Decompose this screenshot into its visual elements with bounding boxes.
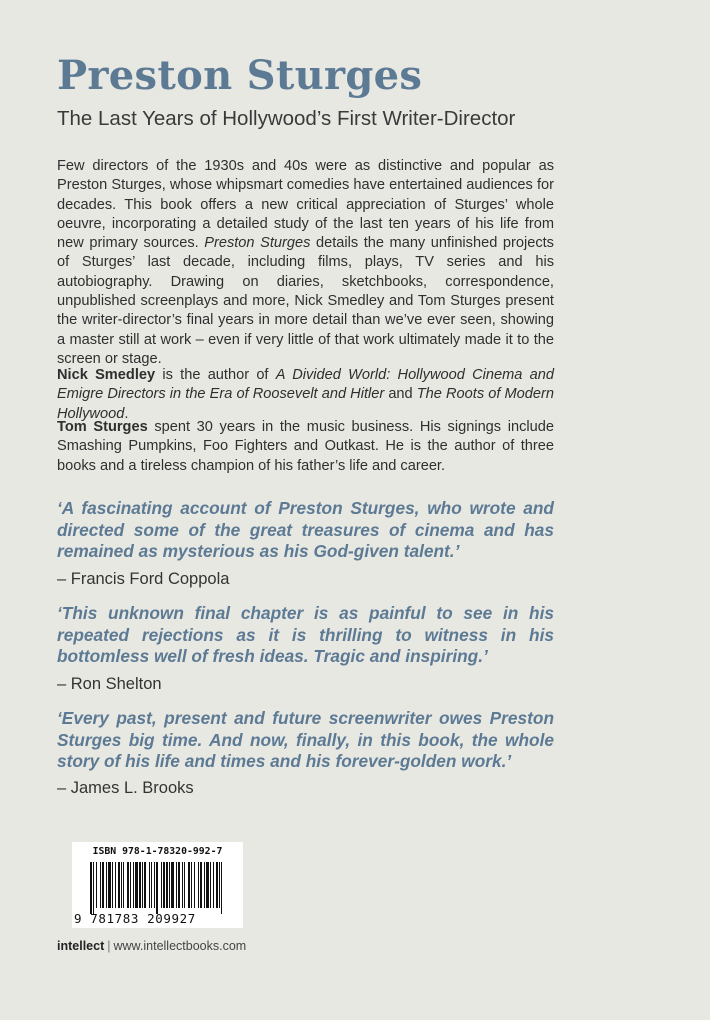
publisher-website[interactable]: www.intellectbooks.com [113, 939, 247, 953]
barcode-bar [219, 862, 220, 908]
bio-text: . [124, 405, 129, 422]
author-name: Tom Sturges [57, 419, 148, 435]
barcode-bar [161, 862, 162, 908]
barcode-bar [213, 862, 214, 908]
barcode-bar [93, 862, 94, 914]
author-bio-smedley [57, 366, 554, 424]
barcode-bar [169, 862, 170, 908]
isbn-barcode [72, 842, 243, 928]
barcode-bar [118, 862, 120, 908]
endorsement-quote: ‘Every past, present and future screenwriter owes Preston Sturges big time. And now, finally, in this book, the whole story of his life and times and his forever-golden work.’ [57, 708, 554, 772]
barcode-bar [221, 862, 222, 914]
barcode-bar [135, 862, 138, 908]
barcode-bar [121, 862, 122, 908]
book-subtitle: The Last Years of Hollywood’s First Writer-Director [57, 107, 516, 130]
book-reference: A Divided World: Hollywood Cinema and Emigre Directors in the Era of Roosevelt and Hitler [57, 367, 554, 403]
barcode-bar [206, 862, 209, 908]
barcode-bar [210, 862, 211, 908]
barcode-bar [106, 862, 107, 908]
footer-separator: | [107, 939, 111, 953]
author-name: Nick Smedley [57, 367, 156, 383]
barcode-bar [144, 862, 146, 908]
barcode-bar [151, 862, 152, 908]
barcode-bar [108, 862, 111, 908]
barcode-bar [154, 862, 155, 908]
barcode-bar [200, 862, 202, 908]
barcode-bar [191, 862, 192, 908]
book-title: Preston Sturges [57, 52, 423, 99]
barcode-bar [194, 862, 195, 908]
barcode-bar [182, 862, 183, 908]
barcode-bar [96, 862, 97, 908]
isbn-label: ISBN 978-1-78320-992-7 [92, 846, 223, 857]
barcode-digits: 9 781783 209927 [74, 911, 196, 926]
barcode-bar [178, 862, 180, 908]
endorsement-quote: ‘A fascinating account of Preston Sturges, who wrote and directed some of the great treasures of cinema and has remained as mysterious as his God-given talent.’ [57, 498, 554, 562]
barcode-bar [142, 862, 143, 908]
author-bio-sturges [57, 418, 554, 476]
description-italic-title: Preston Sturges [204, 235, 311, 252]
barcode-bar [204, 862, 205, 908]
description-text-continued: details the many unfinished projects of Sturges’ last decade, including films, plays, TV series and his autobiography. Drawing on diaries, sketchbooks, correspondence, unpublished screenplays and more, Nick Smedley and Tom Sturges present the writer-director’s final years in more detail than we’ve ever seen, showing a master still at work – even if very little of that work ultimately made it to the screen or stage. [57, 235, 554, 367]
book-description [57, 157, 554, 369]
barcode-bar [149, 862, 150, 908]
barcode-bar [90, 862, 92, 914]
barcode-bar [184, 862, 185, 908]
barcode-bar [188, 862, 190, 908]
endorsement-author: – James L. Brooks [57, 779, 194, 797]
barcode-bar [127, 862, 129, 908]
barcode-bar [112, 862, 113, 908]
bio-text: is the author of [155, 367, 276, 383]
endorsement-quote: ‘This unknown final chapter is as painful to see in his repeated rejections as it is thrilling to witness in his bottomless well of fresh ideas. Tragic and inspiring.’ [57, 603, 554, 667]
endorsement-author: – Ron Shelton [57, 675, 162, 693]
barcode-bar [102, 862, 104, 908]
barcode-bar [166, 862, 168, 908]
barcode-bar [171, 862, 174, 908]
barcode-bars [90, 862, 224, 914]
barcode-bar [130, 862, 131, 908]
bio-text: spent 30 years in the music business. His signings include Smashing Pumpkins, Foo Fighters and Outkast. He is the author of three books and a tireless champion of his father’s life and career. [57, 419, 554, 474]
barcode-bar [115, 862, 116, 908]
publisher-footer [57, 939, 246, 953]
publisher-name: intellect [57, 939, 105, 953]
bio-text: and [384, 386, 417, 403]
endorsement-author: – Francis Ford Coppola [57, 570, 230, 588]
barcode-bar [198, 862, 199, 908]
barcode-bar [176, 862, 177, 908]
barcode-bar [156, 862, 158, 914]
barcode-bar [123, 862, 124, 908]
barcode-bar [163, 862, 165, 908]
book-reference: The Roots of Modern Hollywood [57, 386, 554, 422]
barcode-bar [216, 862, 218, 908]
barcode-bar [139, 862, 141, 908]
description-text: Few directors of the 1930s and 40s were as distinctive and popular as Preston Sturges, whose whipsmart comedies have entertained audiences for decades. This book offers a new critical appreciation of Sturges’ whole oeuvre, incorporating a detailed study of the last ten years of his life from new primary sources. [57, 158, 554, 252]
barcode-bar [133, 862, 134, 908]
barcode-bar [100, 862, 101, 908]
